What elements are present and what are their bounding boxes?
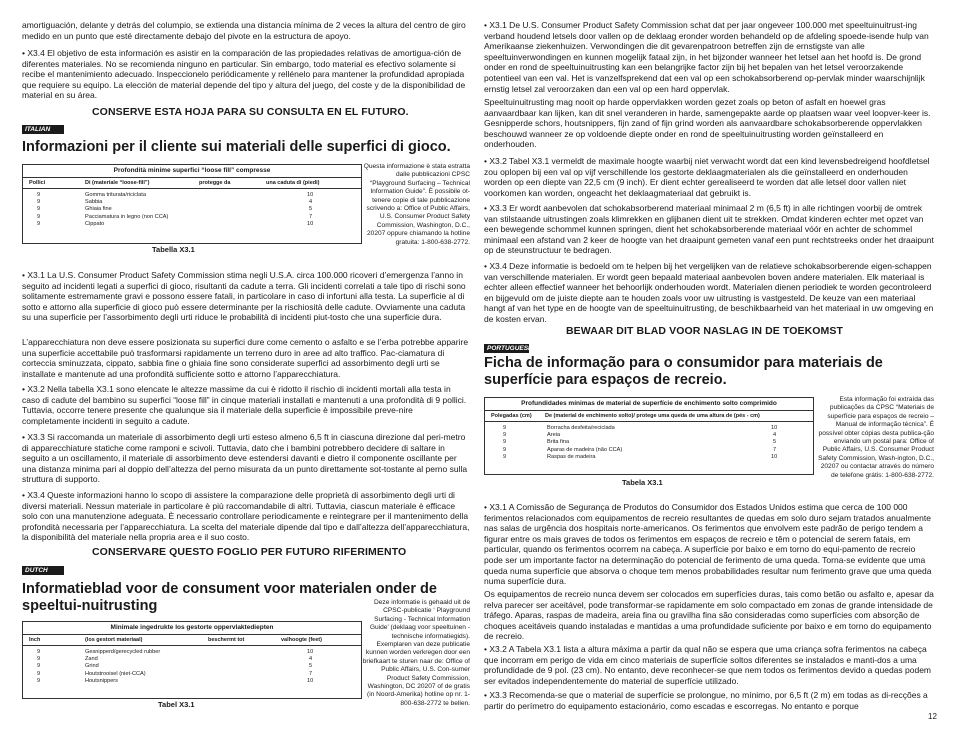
- column-header: De (material de enchimento solto)/ protege uma queda de uma altura de (pés - cm): [545, 413, 760, 419]
- table-header: Profondità minime superfici “loose fill” compresse: [23, 165, 361, 178]
- dutch-depth-table: [22, 621, 362, 699]
- table-row: 9 Grind 5: [37, 663, 313, 670]
- portuguese-title: Ficha de informação para o consumidor para materiais de superfície para espaços de recreio.: [484, 355, 883, 388]
- table-row: 9 Gomma triturata/riciclata 10: [37, 192, 314, 198]
- italian-paragraph-2: L’apparecchiatura non deve essere posizionata su superfici dure come cemento o asfalto e se l’erba potrebbe apparire una superficie accettabile può trasformarsi rapidamente un terreno duro in aree ad alto traffico. Pac-ciamatura di corteccia sminuzzata, cippato, sabbia fine o ghiaia fine sono considerate superfici ad assorbimento degli urti se installate e mantenute ad una profondità sufficiente sotto e attorno l’apparecchiatura.: [22, 337, 469, 379]
- portuguese-paragraph-1: • X3.1 A Comissão de Segurança de Produtos do Consumidor dos Estados Unidos estima que cerca de 100 000 ferimentos relacionados com equipamentos de recreio resultantes de quedas em solo duro sejam tratados anualmente nas salas de urgência dos hospitais norte-americanos. Os ferimentos que envolvem este padrão de perigo tendem a figurar entre os mais graves de todos os ferimentos em espaços de recreio e têm o potencial de serem fatais, em particular, quando os ferimentos ocorrem na cabeça. A superfície por baixo e em torno do equi-pamento de recreio pode ser um importante factor na determinação do potencial de ferimento de uma queda. Torna-se evidente que uma queda numa superfície que absorva o choque tem menos probabilidades resultar num ferimento grave que uma queda numa superfície dura.: [484, 502, 932, 587]
- table-row: 9 Sabbia 4: [37, 199, 313, 206]
- column-header: Inch: [29, 637, 41, 643]
- table-column-headers: [23, 178, 361, 189]
- italian-paragraph-5: • X3.4 Queste informazioni hanno lo scopo di assistere la comparazione delle proprietà di assorbimento degli urti di diversi materiali. Nessun materiale in particolare è più raccomandabile di altri. Tuttavia, ciascun materiale è efficace solo con una manutenzione adeguata. È necessario controllare periodicamente e reintegrare per il mantenimento della profondità necessaria per l’apparecchiatura. La scelta del materiale dipende dal tipo e dall’altezza dell’apparecchiatura, la disponibilità del materiale nella propria area e il suo costo.: [22, 490, 470, 543]
- table-header: Profundidades mínimas de material de superfície de enchimento solto comprimido: [485, 398, 813, 411]
- spanish-conserve-heading: CONSERVE ESTA HOJA PARA SU CONSULTA EN EL FUTURO.: [92, 106, 409, 118]
- column-header: protegge da: [199, 180, 231, 186]
- column-header: (los gestort materiaal): [85, 637, 143, 643]
- table-row: 9 Pacciamatura in legno (non CCA) 7: [37, 213, 313, 220]
- dutch-source-note: Deze informatie is gehaald uit de CPSC-publicatie ‘ Playground Surfacing - Technical Information Guide’ (deklaag voor speeltuinen - technische informatiegids). Exemplaren van deze publicatie kunnen worden verkregen door een briefkaart te sturen naar de: Office of Public Affairs, U.S. Con-sumer Product Safety Commission, Washington, DC 20207 of de gratis (in Noord-Amerika) hotline op nr. 1-800-638-2772 te bellen.: [362, 599, 470, 707]
- table-row: 9 Gesnipperd/gerecycled rubber 10: [37, 649, 314, 655]
- italian-depth-table: [22, 164, 362, 244]
- dutch-paragraph-3: • X3.2 Tabel X3.1 vermeldt de maximale hoogte waarbij niet verwacht wordt dat een kind levensbedreigend hoofdletsel zou oplopen bij een val op vijf verschillende los gestorte deklaagmaterialen als die geïnstalleerd en onderhouden worden op een diepte van 22,5 cm (9 inch). Er dient echter gerealiseerd te worden dat alle letsel door vallen niet voorkomen kan worden, ongeacht het deklaagmateriaal dat gebruikt is.: [484, 156, 930, 198]
- column-header: Di (materiale “loose-fill”): [85, 180, 150, 186]
- italian-title: Informazioni per il cliente sui materiali delle superfici di gioco.: [22, 139, 451, 155]
- italian-conserve-heading: CONSERVARE QUESTO FOGLIO PER FUTURO RIFERIMENTO: [92, 546, 407, 558]
- portuguese-source-note: Esta informação foi extraída das publicações da CPSC “Materiais de superfície para espaços de recreio – Manual de informação técnica”. É possível obter cópias desta publica-ção enviando um postal para: Office of Public Affairs, U.S. Consumer Product Safety Commission, Wash-ington, D.C., 20207 ou contactar através do número de telefone grátis: 1-800-638-2772.: [818, 396, 934, 479]
- intro-paragraph-2: • X3.4 El objetivo de esta información es asistir en la comparación de las propiedades relativas de amortigua-ción de diferentes materiales. No se recomienda ninguno en particular. Sin embargo, todo material es efectivo solamente si recibe el mantenimiento adecuado. Inspeccionelo periódicamente y rellénelo para mantener la profundidad apropiada que requiere su equipo. La elección de material depende del tipo y altura del juego, del coste y de la disponibilidad de material en su área.: [22, 48, 466, 101]
- table-row: 9 Areia 4: [503, 432, 777, 439]
- portuguese-paragraph-2: Os equipamentos de recreio nunca devem ser colocados em superfícies duras, tais como betão ou asfalto e, apesar da relva parecer ser aceitável, pode transformar-se rapidamente em solo compactado em zonas de grande intensidade de tráfego. Aparas, raspas de madeira, areia fina ou gravilha fina são consideradas como superfícies com absorção de choques aceitáveis quando instaladas e mantidas a uma profundidade suficiente por baixo e em torno do equipamento de recreio.: [484, 589, 934, 642]
- page-number: 12: [928, 712, 937, 721]
- dutch-paragraph-4: • X3.3 Er wordt aanbevolen dat schokabsorberend materiaal minimaal 2 m (6,5 ft) in alle richtingen voorbij de omtrek van stilstaande uitrustingen zoals klimrekken en glijbanen dient uit te strekken. Omdat kinderen echter met opzet van een bewegende schommel kunnen springen, dient het schokabsorberende materiaal vóór en achter de schommel minimaal een afstand van 2 keer de hoogte van het draaipunt gemeten vanaf een punt rechtstreeks onder het draaipunt op de steunstructuur te bedragen.: [484, 203, 934, 256]
- table-row: 9 Ghiaia fine 5: [37, 206, 313, 213]
- italian-paragraph-1: • X3.1 La U.S. Consumer Product Safety Commission stima negli U.S.A. circa 100.000 ricoveri d’emergenza l’anno in seguito ad incidenti legati a superfici di gioco, risultanti da cadute a terra. Gli incidenti correlati a tale tipo di rischi sono solitamente estremamente gravi e possono essere fatali, in particolare in caso di infortuni alla testa. La superficie al di sotto e attorno alla superficie di gioco può essere determinante per la rischiosità delle cadute. Ovviamente una caduta su una superficie per l’assorbimento degli urti riduce le probabilità di incidenti piut-tosto che una superficie dura.: [22, 270, 466, 323]
- table-row: 9 Houtstrooisel (niet-CCA) 7: [37, 670, 313, 677]
- table-column-headers: [23, 635, 361, 646]
- italian-paragraph-4: • X3.3 Si raccomanda un materiale di assorbimento degli urti esteso almeno 6,5 ft in ciascuna direzione dal peri-metro di apparecchiature statiche come ramponi e scivoli. Tuttavia, dato che i bambini potrebbero decidere di saltare in seguito a un oscillamento, il materiale di assorbimento deve estendersi davanti e dietro il componente oscillante per una distanza minima pari al doppio dell’altezza del perno misurata da un punto direttamente sot-tostante al perno sulla struttura di supporto.: [22, 432, 468, 485]
- portuguese-paragraph-4: • X3.3 Recomenda-se que o material de superfície se prolongue, no mínimo, por 6,5 ft (2 m) em todas as di-recções a partir do perímetro do equipamento estacionário, como escadas e escorregas. No entanto e porque: [484, 690, 928, 711]
- dutch-paragraph-1: • X3.1 De U.S. Consumer Product Safety Commission schat dat per jaar ongeveer 100.000 met speeltuinuitrust-ing verband houdend letsels door vallen op de deklaag eronder worden behandeld op de afdeling spoede-isende hulp van Amerikaanse ziekenhuizen. Verwondingen die dit gevarenpatroon betreffen zijn de ernstigste van alle speeltuinverwondingen en kunnen mogelijk fataal zijn, in het bijzonder wanneer het letsel aan het hoofd is. De grond onder en rond de speeltuinuitrusting kan een belangrijke factor zijn bij het bepalen van het letsel veroorzakende potentieel van een val. Het is vanzelfsprekend dat een val op een schokabsorberend op-pervlak minder waarschijnlijk ernstig letsel zal veroorzaken dan een val op een hard oppervlak.: [484, 20, 929, 94]
- dutch-title: Informatieblad voor de consument voor materialen onder de speeltui-nuitrusting: [22, 581, 437, 614]
- portuguese-paragraph-3: • X3.2 A Tabela X3.1 lista a altura máxima a partir da qual não se espera que uma criança sofra ferimentos na cabeça que incorram em perigo de vida em cinco materiais de superfície soltos diferentes se instalados e manti-dos a uma profundidade de 9 pol. (23 cm). No entanto, deve reconhecer-se que nem todos os ferimentos devido a quedas podem ser evitados independentemente do material de superfície utilizado.: [484, 644, 932, 686]
- dutch-paragraph-5: • X3.4 Deze informatie is bedoeld om te helpen bij het vergelijken van de relatieve schokabsorberende eigen-schappen van verschillende materialen. Er wordt geen bepaald materiaal aanbevolen boven andere materialen. Elk materiaal is echter alleen effectief wanneer het behoorlijk onderhouden wordt. Materialen dienen periodiek te worden gecontroleerd en bijgevuld om de juiste diepte aan te houden zoals voor uw uitrusting is vastgesteld. De keuze van een materiaal hangt af van het type en de hoogte van de speeltuinuitrusting, de beschikbaarheid van het materiaal in uw omgeving en de kosten ervan.: [484, 261, 934, 324]
- column-header: Polegadas (cm): [491, 413, 532, 419]
- portuguese-depth-table: [484, 397, 814, 475]
- portuguese-table-caption: Tabela X3.1: [622, 478, 663, 487]
- table-column-headers: [485, 411, 813, 422]
- column-header: valhoogte (feet): [281, 637, 322, 643]
- column-header: Pollici: [29, 180, 46, 186]
- table-row: 9 Borracha desfeita/reciclada 10: [503, 425, 778, 431]
- dutch-conserve-heading: BEWAAR DIT BLAD VOOR NASLAG IN DE TOEKOMST: [566, 325, 844, 337]
- italian-paragraph-3: • X3.2 Nella tabella X3.1 sono elencate le altezze massime da cui è ridotto il rischio di incidenti mortali alla testa in caso di cadute del bambino su superfici “loose fill” in cinque materiali installati e mantenuti a una profondità di 9 pollici. Tuttavia, occorre tenere presente che qualunque sia il materiale della superficie è impossibile preve-nire completamente incidenti in seguito a cadute.: [22, 384, 467, 426]
- table-row: 9 Cippato 10: [37, 220, 314, 227]
- table-row: 9 Brita fina 5: [503, 439, 777, 446]
- table-row: 9 Aparas de madeira (não CCA) 7: [503, 446, 777, 453]
- column-header: una caduta di (piedi): [266, 180, 320, 186]
- portuguese-language-tag: PORTUGUESE: [484, 344, 529, 353]
- table-row: 9 Houtsnippers 10: [37, 677, 314, 684]
- italian-source-note: Questa informazione è stata estratta dalle pubblicazioni CPSC “Playground Surfacing – Technical Information Guide”. È possibile ot-tenere copie di tale pubblicazione scrivendo a: Office of Public Affairs, U.S. Consumer Product Safety Commission, Washington, D.C., 20207 oppure chiamando la hotline gratuita: 1-800-638-2772.: [363, 163, 470, 246]
- dutch-paragraph-2: Speeltuinuitrusting mag nooit op harde oppervlakken worden gezet zoals op beton of asfalt en hoewel gras aanvaardbaar kan lijken, kan dit snel veranderen in harde, samengepakte aarde op plaatsen waar veel loopver-keer is. Gesnipperde schors, houtsnippers, fijn zand of fijn grind worden als aanvaardbare schokabsorberende oppervlakken beschouwd wanneer ze op voldoende diepte onder en rond de speeltuinuitrusting worden geïnstalleerd en onderhouden.: [484, 97, 931, 150]
- table-row: 9 Raspas de madeira 10: [503, 453, 778, 460]
- dutch-language-tag: DUTCH: [22, 566, 64, 575]
- table-header: Minimale ingedrukte los gestorte oppervlaktediepten: [23, 622, 361, 635]
- column-header: beschermt tot: [208, 637, 245, 643]
- dutch-table-caption: Tabel X3.1: [158, 700, 195, 709]
- table-row: 9 Zand 4: [37, 656, 313, 663]
- italian-language-tag: ITALIAN: [22, 125, 64, 134]
- italian-table-caption: Tabella X3.1: [152, 245, 195, 254]
- intro-paragraph-1: amortiguación, delante y detrás del columpio, se extienda una distancia mínima de 2 veces la altura del centro de giro medido en un punto que esté directamente debajo del pivote en la estructura de apoyo.: [22, 20, 466, 41]
